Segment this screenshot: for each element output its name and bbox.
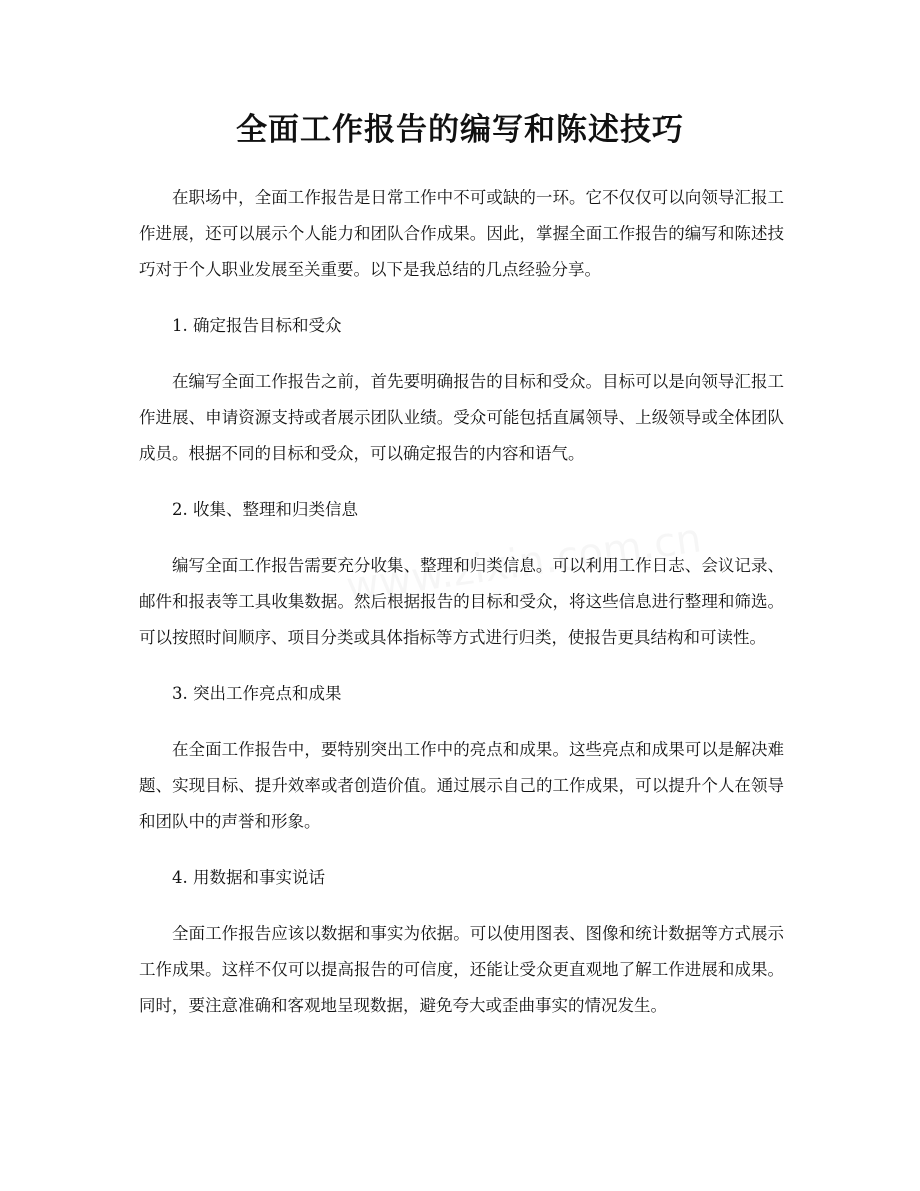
section-heading-4: 4. 用数据和事实说话: [172, 868, 325, 887]
section-body-2: 编写全面工作报告需要充分收集、整理和归类信息。可以利用工作日志、会议记录、邮件和报表等工具收集数据。然后根据报告的目标和受众，将这些信息进行整理和筛选。可以按照时间顺序、项目分类或具体指标等方式进行归类，使报告更具结构和可读性。: [139, 556, 784, 647]
section-body-1: 在编写全面工作报告之前，首先要明确报告的目标和受众。目标可以是向领导汇报工作进展、申请资源支持或者展示团队业绩。受众可能包括直属领导、上级领导或全体团队成员。根据不同的目标和受众，可以确定报告的内容和语气。: [139, 372, 784, 463]
section-heading-3: 3. 突出工作亮点和成果: [172, 684, 342, 703]
section-heading-2: 2. 收集、整理和归类信息: [172, 500, 358, 519]
section-body-4: 全面工作报告应该以数据和事实为依据。可以使用图表、图像和统计数据等方式展示工作成果。这样不仅可以提高报告的可信度，还能让受众更直观地了解工作进展和成果。同时，要注意准确和客观地呈现数据，避免夸大或歪曲事实的情况发生。: [139, 924, 784, 1015]
intro-paragraph: 在职场中，全面工作报告是日常工作中不可或缺的一环。它不仅仅可以向领导汇报工作进展，还可以展示个人能力和团队合作成果。因此，掌握全面工作报告的编写和陈述技巧对于个人职业发展至关重要。以下是我总结的几点经验分享。: [139, 188, 784, 279]
document-body: [139, 180, 784, 1044]
document-title: 全面工作报告的编写和陈述技巧: [236, 112, 684, 148]
section-body-3: 在全面工作报告中，要特别突出工作中的亮点和成果。这些亮点和成果可以是解决难题、实现目标、提升效率或者创造价值。通过展示自己的工作成果，可以提升个人在领导和团队中的声誉和形象。: [139, 740, 784, 831]
section-heading-1: 1. 确定报告目标和受众: [172, 316, 342, 335]
